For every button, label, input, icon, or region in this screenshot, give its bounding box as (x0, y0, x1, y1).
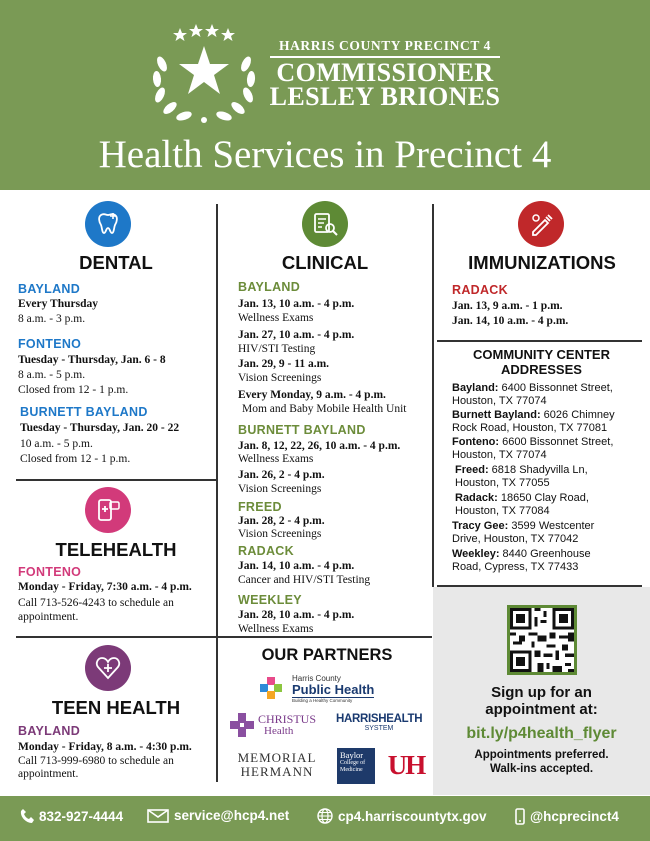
clinical-burnett-service-1: Wellness Exams (238, 453, 314, 465)
baylor-medicine-text: Medicine (340, 767, 363, 773)
footer-email[interactable]: service@hcp4.net (147, 808, 289, 823)
commissioner-name: LESLEY BRIONES (269, 82, 501, 111)
telehealth-hours: Monday - Friday, 7:30 a.m. - 4 p.m. (18, 581, 192, 593)
globe-icon (317, 808, 333, 824)
syringe-icon (518, 201, 564, 247)
immunizations-title: IMMUNIZATIONS (468, 252, 616, 273)
dental-fonteno-hours: 8 a.m. - 5 p.m. (18, 369, 86, 381)
divider-clinical-partners (216, 636, 432, 638)
clinical-weekley-service: Wellness Exams (238, 623, 314, 635)
community-centers-title: COMMUNITY CENTER ADDRESSES (473, 347, 610, 377)
star-wreath-logo (148, 24, 260, 124)
community-center-fonteno: Fonteno: 6600 Bissonnet Street, Houston, TX 77074 (452, 436, 614, 461)
clinical-freed-service: Vision Screenings (238, 528, 322, 540)
tooth-icon (85, 201, 131, 247)
community-center-bayland: Bayland: 6400 Bissonnet Street, Houston, TX 77074 (452, 382, 613, 407)
dental-fonteno-closed: Closed from 12 - 1 p.m. (18, 384, 129, 396)
dental-burnett-closed: Closed from 12 - 1 p.m. (20, 453, 131, 465)
mobile-phone-icon (515, 808, 525, 825)
dental-burnett-days: Tuesday - Thursday, Jan. 20 - 22 (20, 422, 180, 434)
teen-location: BAYLAND (18, 724, 81, 738)
commissioner-title: COMMISSIONER (276, 58, 494, 87)
community-center-weekley: Weekley: 8440 Greenhouse Road, Cypress, TX 77433 (452, 548, 591, 573)
phone-icon (20, 808, 34, 824)
dental-title: DENTAL (79, 252, 153, 273)
divider-dental-tele (16, 479, 216, 481)
clinical-burnett-date-2: Jan. 26, 2 - 4 p.m. (238, 469, 325, 481)
dental-fonteno-days: Tuesday - Thursday, Jan. 6 - 8 (18, 354, 166, 366)
clinical-location-weekley: WEEKLEY (238, 593, 302, 607)
clinical-weekley-date: Jan. 28, 10 a.m. - 4 p.m. (238, 609, 355, 621)
telehealth-call-2: appointment. (18, 611, 79, 623)
christus-health-logo (230, 711, 330, 739)
memorial-text: MEMORIAL (237, 750, 317, 765)
clinical-location-radack: RADACK (238, 544, 294, 558)
divider-immun-community (437, 340, 642, 342)
community-center-tracy-gee: Tracy Gee: 3599 Westcenter Drive, Houston, TX 77042 (452, 520, 595, 545)
dental-location-bayland: BAYLAND (18, 282, 81, 296)
qr-code[interactable] (507, 605, 577, 675)
telehealth-call: Call 713-526-4243 to schedule an (18, 597, 174, 609)
teen-health-icon (85, 645, 131, 691)
clinical-bayland-service-4: Mom and Baby Mobile Health Unit (242, 403, 407, 415)
dental-bayland-day: Every Thursday (18, 298, 98, 310)
footer-social[interactable]: @hcprecinct4 (515, 808, 619, 825)
harris-health-logo (336, 713, 422, 739)
clinical-bayland-date-1: Jan. 13, 10 a.m. - 4 p.m. (238, 298, 355, 310)
baylor-college-text: College of (340, 760, 366, 766)
hc-big-text: Public Health (292, 682, 375, 697)
immunizations-location: RADACK (452, 283, 508, 297)
christus-text: CHRISTUS (258, 712, 317, 726)
harris-health-system-text: SYSTEM (364, 725, 394, 732)
signup-heading: Sign up for an appointment at: (485, 684, 598, 718)
clinical-bayland-date-3: Jan. 29, 9 - 11 a.m. (238, 358, 330, 370)
clinical-bayland-service-1: Wellness Exams (238, 312, 314, 324)
page-title: Health Services in Precinct 4 (98, 133, 552, 176)
telehealth-location: FONTENO (18, 565, 82, 579)
footer-phone[interactable]: 832-927-4444 (20, 808, 123, 824)
community-center-freed: Freed: 6818 Shadyvilla Ln, Houston, TX 77055 (455, 464, 588, 489)
org-line: HARRIS COUNTY PRECINCT 4 (278, 38, 492, 53)
hc-tag-text: Building a Healthy Community (292, 698, 353, 703)
clinical-bayland-date-4: Every Monday, 9 a.m. - 4 p.m. (238, 389, 386, 401)
clinical-burnett-date-1: Jan. 8, 12, 22, 26, 10 a.m. - 4 p.m. (238, 440, 401, 452)
signup-link[interactable]: bit.ly/p4health_flyer (466, 725, 617, 742)
clinical-icon (302, 201, 348, 247)
dental-bayland-hours: 8 a.m. - 3 p.m. (18, 313, 86, 325)
teen-call: Call 713-999-6980 to schedule an (18, 755, 174, 767)
harris-county-public-health-logo (260, 674, 390, 704)
email-icon (147, 809, 169, 823)
community-center-radack: Radack: 18650 Clay Road, Houston, TX 77084 (455, 492, 589, 517)
clinical-location-burnett: BURNETT BAYLAND (238, 423, 366, 437)
footer-website[interactable]: cp4.harriscountytx.gov (317, 808, 487, 824)
partners-title: OUR PARTNERS (261, 646, 393, 664)
divider-left (216, 204, 218, 782)
baylor-college-logo (337, 748, 375, 784)
clinical-freed-date: Jan. 28, 2 - 4 p.m. (238, 515, 325, 527)
baylor-text: Baylor (340, 750, 364, 760)
telehealth-title: TELEHEALTH (55, 539, 177, 560)
memorial-hermann-logo (230, 750, 324, 780)
clinical-bayland-service-2: HIV/STI Testing (238, 343, 316, 355)
clinical-location-bayland: BAYLAND (238, 280, 301, 294)
harris-health-text: HARRISHEALTH (336, 713, 423, 725)
clinical-radack-service: Cancer and HIV/STI Testing (238, 574, 371, 586)
clinical-bayland-date-2: Jan. 27, 10 a.m. - 4 p.m. (238, 329, 355, 341)
dental-location-burnett: BURNETT BAYLAND (20, 405, 148, 419)
immunizations-date-1: Jan. 13, 9 a.m. - 1 p.m. (452, 300, 563, 312)
clinical-title: CLINICAL (281, 252, 369, 273)
telehealth-icon (85, 487, 131, 533)
divider-tele-teen (16, 636, 216, 638)
signup-note: Appointments preferred. Walk-ins accepted. (474, 749, 609, 775)
hermann-text: HERMANN (240, 764, 314, 779)
dental-burnett-hours: 10 a.m. - 5 p.m. (20, 438, 93, 450)
clinical-location-freed: FREED (238, 500, 282, 514)
clinical-radack-date: Jan. 14, 10 a.m. - 4 p.m. (238, 560, 355, 572)
teen-hours: Monday - Friday, 8 a.m. - 4:30 p.m. (18, 741, 192, 753)
hc-small-text: Harris County (292, 674, 341, 683)
teen-health-title: TEEN HEALTH (51, 697, 181, 718)
teen-call-2: appointment. (18, 768, 79, 780)
community-center-burnett: Burnett Bayland: 6026 Chimney Rock Road, Houston, TX 77081 (452, 409, 615, 434)
immunizations-date-2: Jan. 14, 10 a.m. - 4 p.m. (452, 315, 569, 327)
clinical-bayland-service-3: Vision Screenings (238, 372, 322, 384)
clinical-burnett-service-2: Vision Screenings (238, 483, 322, 495)
uh-logo (386, 748, 426, 782)
dental-location-fonteno: FONTENO (18, 337, 82, 351)
christus-health-text: Health (264, 725, 294, 737)
uh-text: UH (387, 750, 425, 780)
